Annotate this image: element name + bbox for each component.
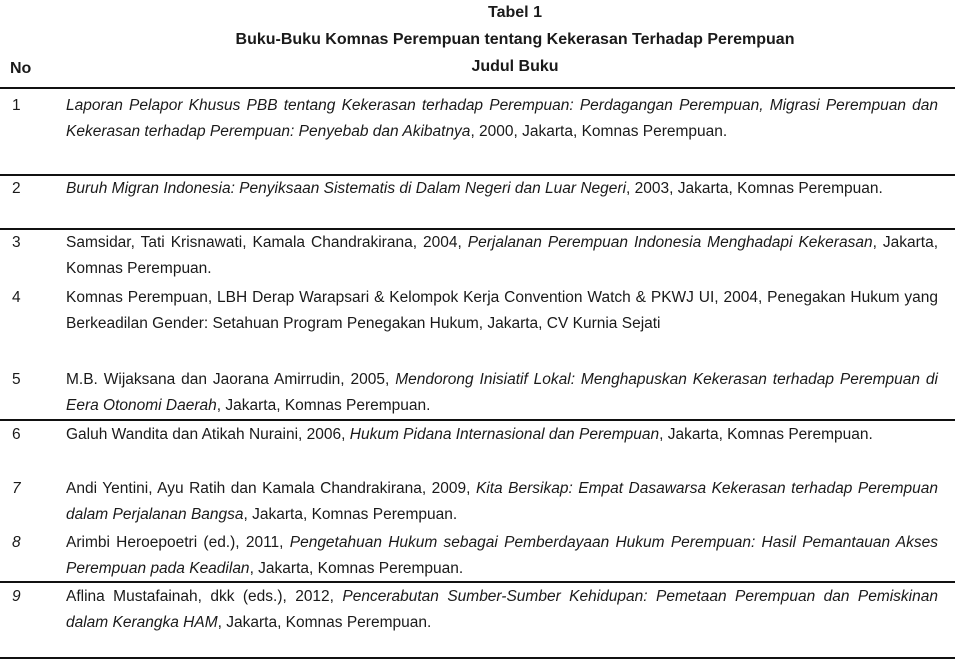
entry-book-title: Laporan Pelapor Khusus PBB tentang Kekerasan terhadap Perempuan: Perdagangan Perempuan, Migrasi Perempuan dan Kekerasan terhadap Perempuan: Penyebab dan Akibatnya	[66, 97, 938, 140]
entry-book-title: Kita Bersikap: Empat Dasawarsa Kekerasan terhadap Perempuan dalam Perjalanan Bangsa	[66, 480, 938, 523]
entry-book-title: Pencerabutan Sumber-Sumber Kehidupan: Pemetaan Perempuan dan Pemiskinan dalam Kerangka HAM	[66, 588, 938, 631]
entry-author: Aflina Mustafainah, dkk (eds.), 2012,	[66, 588, 343, 605]
entry-author: M.B. Wijaksana dan Jaorana Amirrudin, 2005,	[66, 371, 396, 388]
book-entry	[66, 285, 938, 337]
book-entry	[66, 584, 938, 636]
header-judul-buku: Judul Buku	[471, 58, 559, 75]
entry-book-title: Mendorong Inisiatif Lokal: Menghapuskan Kekerasan terhadap Perempuan di Eera Otonomi Daerah	[66, 371, 938, 414]
book-entry	[66, 476, 938, 528]
book-entry	[66, 176, 938, 202]
entry-author: Komnas Perempuan, LBH Derap Warapsari & Kelompok Kerja Convention Watch & PKWJ UI, 2004, Penegakan Hukum yang Berkeadilan Gender: Setahuan Program Penegakan Hukum, Jakarta, CV Kurnia Sejati	[66, 289, 938, 332]
row-number: 7	[12, 480, 21, 497]
book-entry	[66, 530, 938, 582]
entry-publication: , 2000, Jakarta, Komnas Perempuan.	[470, 123, 728, 140]
row-number: 5	[12, 371, 21, 388]
table-subtitle: Buku-Buku Komnas Perempuan tentang Kekerasan Terhadap Perempuan	[235, 31, 795, 48]
row-number: 4	[12, 289, 21, 306]
entry-author: Samsidar, Tati Krisnawati, Kamala Chandrakirana, 2004,	[66, 234, 468, 251]
entry-book-title: Hukum Pidana Internasional dan Perempuan	[349, 426, 660, 443]
entry-publication: , Jakarta, Komnas Perempuan.	[243, 506, 458, 523]
row-number: 8	[12, 534, 21, 551]
book-entry	[66, 230, 938, 282]
row-divider	[0, 581, 955, 583]
entry-publication: , Jakarta, Komnas Perempuan.	[659, 426, 873, 443]
book-entry	[66, 367, 938, 419]
entry-author: Galuh Wandita dan Atikah Nuraini, 2006,	[66, 426, 350, 443]
table-title: Tabel 1	[488, 4, 542, 21]
entry-publication: , Jakarta, Komnas Perempuan.	[66, 234, 938, 277]
row-number: 9	[12, 588, 21, 605]
entry-book-title: Perjalanan Perempuan Indonesia Menghadapi Kekerasan	[467, 234, 873, 251]
entry-author: Arimbi Heroepoetri (ed.), 2011,	[66, 534, 290, 551]
entry-publication: , Jakarta, Komnas Perempuan.	[216, 397, 431, 414]
entry-author: Andi Yentini, Ayu Ratih dan Kamala Chandrakirana, 2009,	[66, 480, 476, 497]
row-number: 3	[12, 234, 21, 251]
header-no: No	[10, 60, 32, 77]
row-divider	[0, 419, 955, 421]
entry-publication: , 2003, Jakarta, Komnas Perempuan.	[626, 180, 883, 197]
row-number: 1	[12, 97, 21, 114]
entry-publication: , Jakarta, Komnas Perempuan.	[217, 614, 432, 631]
book-entry	[66, 93, 938, 145]
header-rule	[0, 87, 955, 89]
row-number: 2	[12, 180, 21, 197]
entry-book-title: Buruh Migran Indonesia: Penyiksaan Sistematis di Dalam Negeri dan Luar Negeri	[66, 180, 627, 197]
entry-publication: , Jakarta, Komnas Perempuan.	[249, 560, 464, 577]
entry-book-title: Pengetahuan Hukum sebagai Pemberdayaan Hukum Perempuan: Hasil Pemantauan Akses Perempuan pada Keadilan	[66, 534, 939, 577]
row-number: 6	[12, 426, 21, 443]
book-entry	[66, 422, 938, 448]
table-bottom-rule	[0, 657, 955, 659]
